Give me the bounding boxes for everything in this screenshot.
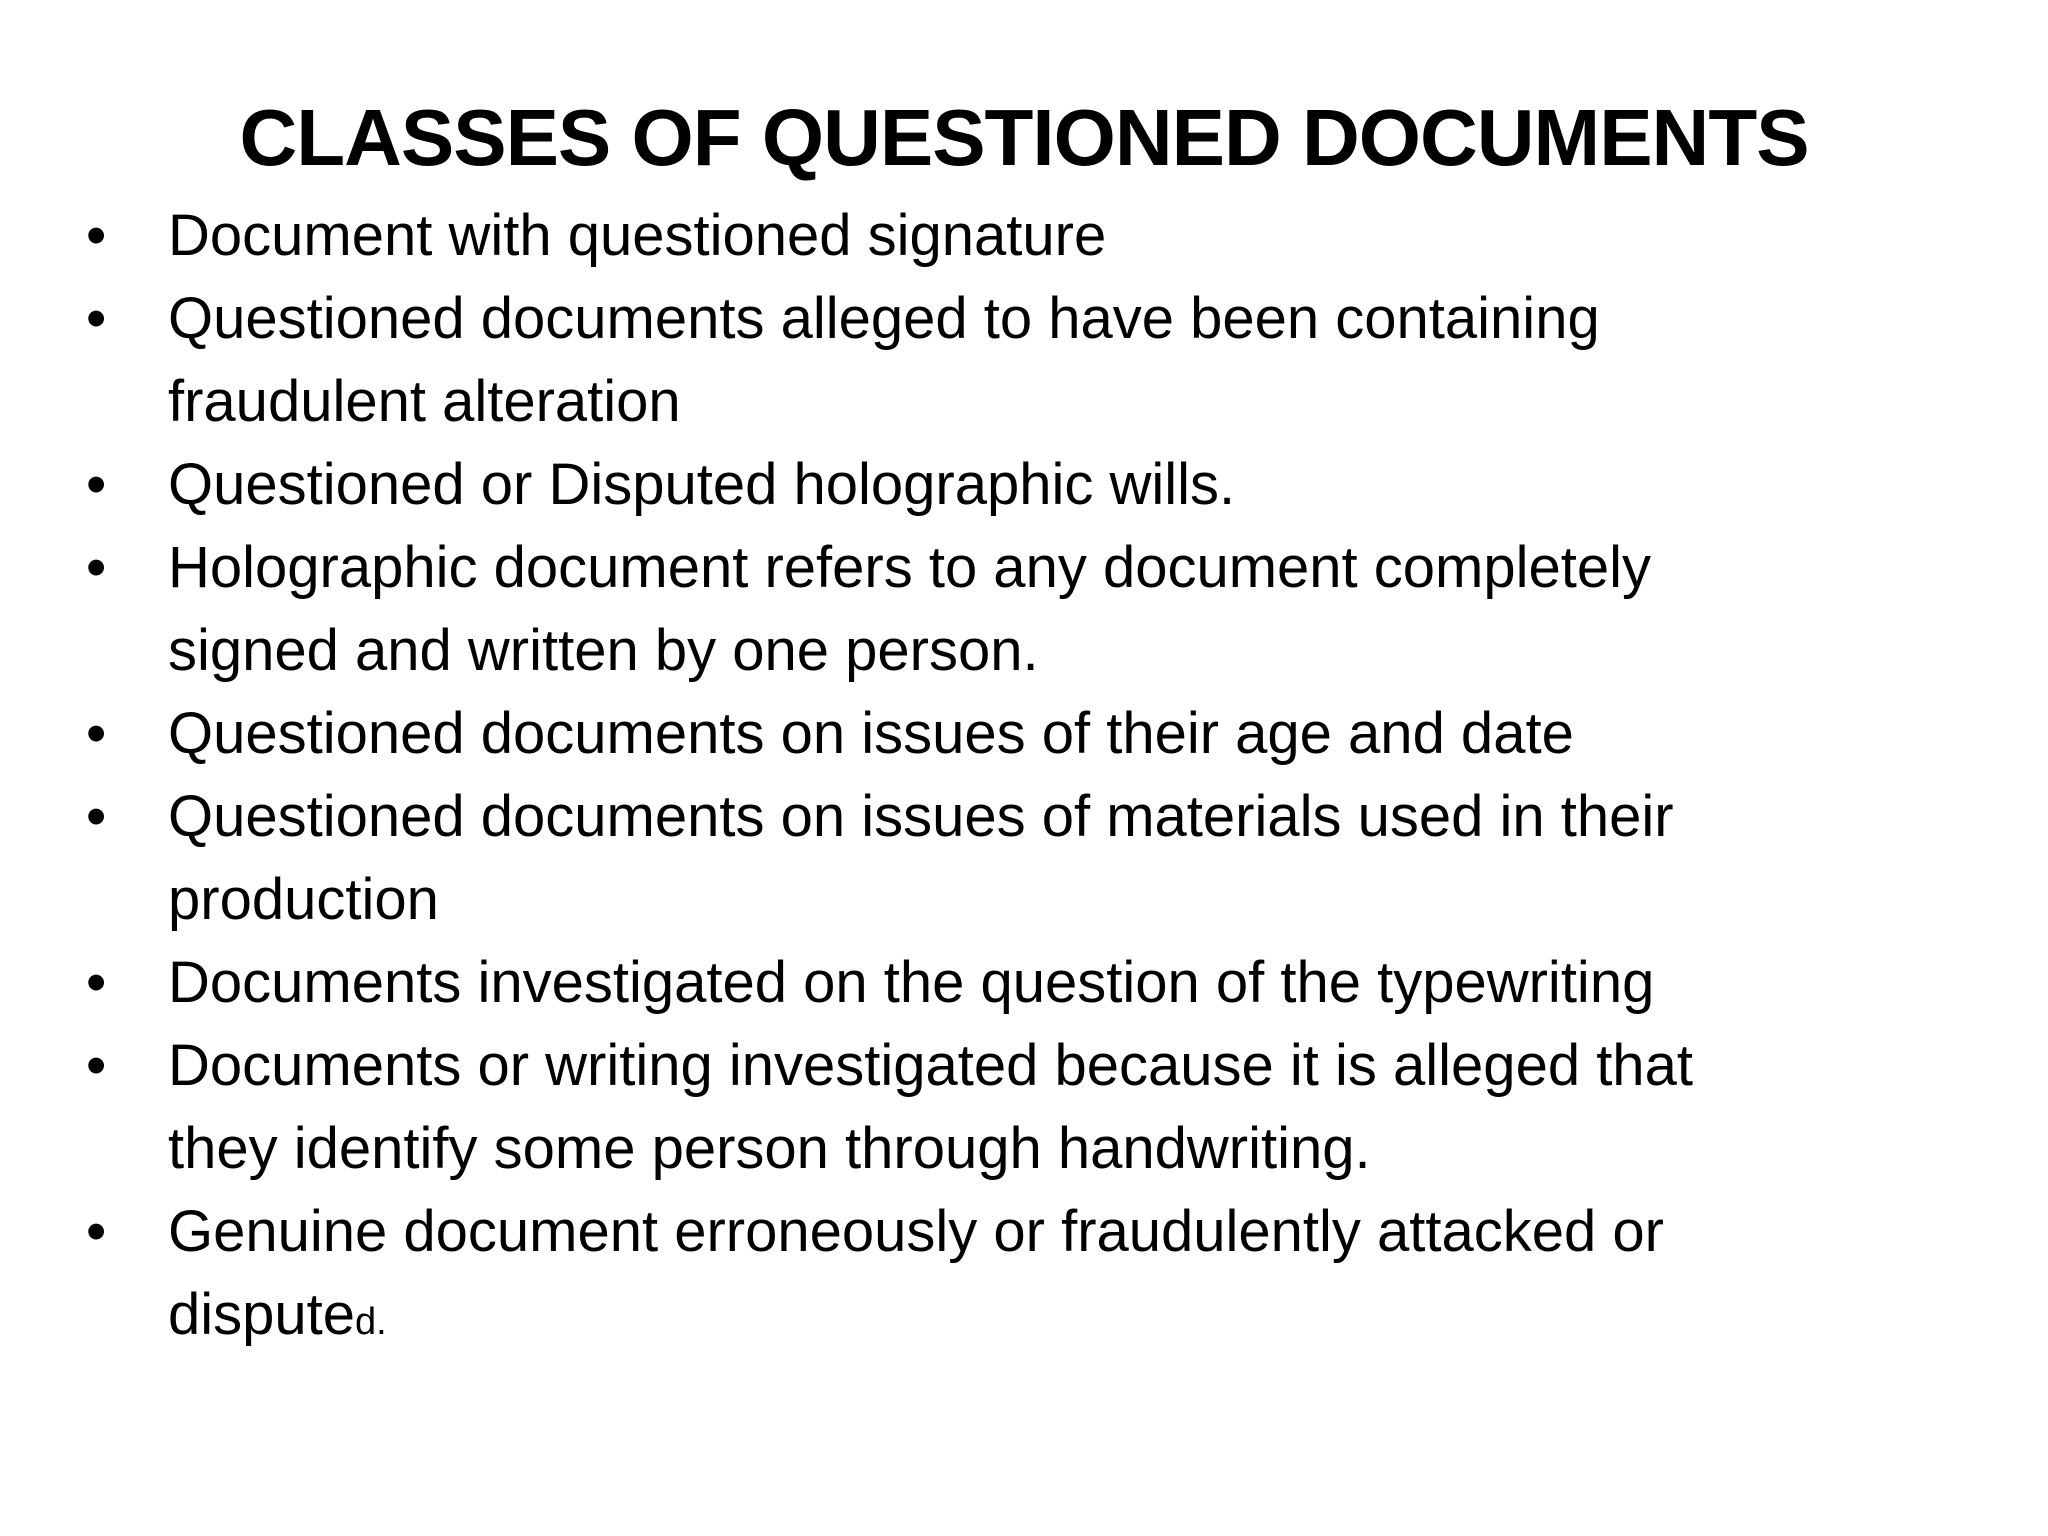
bullet-icon: • <box>86 784 107 849</box>
bullet-icon: • <box>86 950 107 1015</box>
bullet-icon: • <box>86 286 107 351</box>
list-item-line: Documents or writing investigated because it is alleged that <box>168 1033 1693 1098</box>
list-item-text: Document with questioned signature <box>168 203 1107 268</box>
list-item-line: Genuine document erroneously or fraudulently attacked or <box>168 1199 1664 1264</box>
list-item <box>0 526 2048 692</box>
list-item-line: they identify some person through handwriting. <box>168 1116 1371 1181</box>
list-item <box>0 692 2048 775</box>
list-item <box>0 277 2048 443</box>
list-item <box>0 775 2048 941</box>
list-item-line: Questioned documents on issues of materials used in their <box>168 784 1674 849</box>
bullet-icon: • <box>86 701 107 766</box>
list-item-line: signed and written by one person. <box>168 618 1039 683</box>
list-item-text: Documents investigated on the question of the typewriting <box>168 950 1655 1015</box>
list-item-line-text: dispute <box>168 1282 356 1347</box>
list-item-line: Questioned documents alleged to have been containing <box>168 286 1600 351</box>
bullet-icon: • <box>86 1199 107 1264</box>
list-item-line: production <box>168 867 439 932</box>
bullet-icon: • <box>86 535 107 600</box>
list-item <box>0 1024 2048 1190</box>
bullet-icon: • <box>86 203 107 268</box>
list-item <box>0 1190 2048 1364</box>
list-item-text: Questioned documents on issues of their age and date <box>168 701 1574 766</box>
slide-title: CLASSES OF QUESTIONED DOCUMENTS <box>239 93 1809 182</box>
list-item-line <box>168 1273 1928 1364</box>
list-item <box>0 443 2048 526</box>
list-item <box>0 194 2048 277</box>
list-item <box>0 941 2048 1024</box>
bullet-icon: • <box>86 1033 107 1098</box>
list-item-line: fraudulent alteration <box>168 369 681 434</box>
small-suffix: d. <box>355 1301 387 1343</box>
list-item-text: Questioned or Disputed holographic wills. <box>168 452 1236 517</box>
bullet-list <box>0 194 2048 1364</box>
list-item-line: Holographic document refers to any document completely <box>168 535 1651 600</box>
bullet-icon: • <box>86 452 107 517</box>
